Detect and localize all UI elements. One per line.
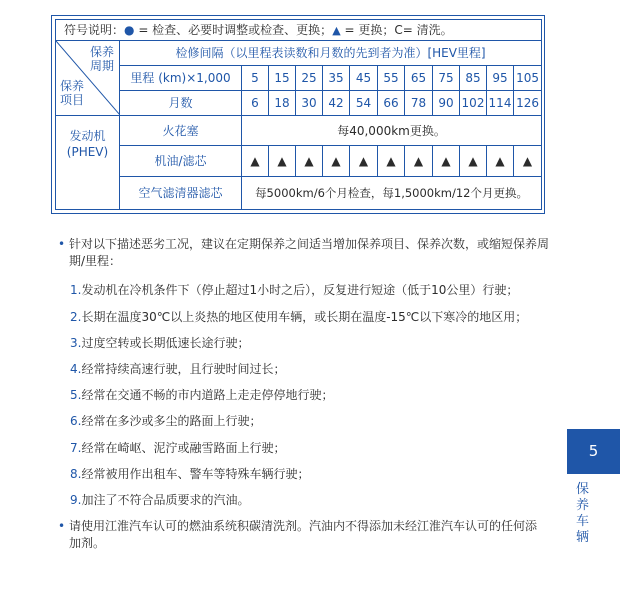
mileage-label: 里程 (km)×1,000: [120, 65, 242, 90]
chapter-tab: 5: [567, 429, 620, 474]
legend: [56, 20, 542, 41]
months-cell: 66: [378, 91, 405, 116]
condition-item: [70, 439, 285, 456]
replace-mark: ▲: [460, 145, 487, 176]
chapter-title-char: 辆: [576, 530, 590, 545]
condition-number: 5.: [70, 388, 82, 402]
row-item-air-filter: 空气滤清器滤芯: [120, 177, 242, 210]
condition-text: 发动机在冷机条件下（停止超过1小时之后），反复进行短途（低于10公里）行驶；: [81, 283, 519, 297]
condition-item: [70, 334, 249, 351]
legend-dot-symbol: ●: [124, 22, 135, 37]
months-cell: 18: [269, 91, 296, 116]
condition-text: 经常持续高速行驶，且行驶时间过长；: [81, 362, 286, 376]
corner-label-item: 保养 项目: [60, 79, 85, 108]
engine-label: 发动机 (PHEV): [56, 116, 120, 210]
replace-mark: ▲: [405, 145, 433, 176]
replace-mark: ▲: [378, 145, 405, 176]
row-text-spark-plug: 每40,000km更换。: [242, 116, 542, 145]
condition-item: [70, 281, 518, 298]
replace-mark: ▲: [350, 145, 378, 176]
condition-text: 经常在崎岖、泥泞或融雪路面上行驶；: [81, 441, 286, 455]
legend-triangle-text: = 更换；C= 清洗。: [340, 22, 453, 37]
condition-item: [70, 386, 333, 403]
maintenance-table-frame: [51, 15, 545, 214]
mileage-cell: 85: [460, 65, 487, 90]
months-cell: 78: [405, 91, 433, 116]
months-cell: 54: [350, 91, 378, 116]
row-text-air-filter: 每5000km/6个月检查，每1,5000km/12个月更换。: [242, 177, 542, 210]
chapter-title-char: 保: [576, 482, 590, 497]
fuel-note: [58, 518, 548, 552]
replace-mark: ▲: [323, 145, 350, 176]
mileage-cell: 65: [405, 65, 433, 90]
replace-mark: ▲: [242, 145, 269, 176]
intro-text: 针对以下描述恶劣工况，建议在定期保养之间适当增加保养项目、保养次数，或缩短保养周期/里程：: [69, 237, 550, 268]
months-cell: 42: [323, 91, 350, 116]
row-item-oil-filter: 机油/滤芯: [120, 145, 242, 176]
maintenance-table: [55, 19, 542, 210]
bullet-dot-icon: •: [58, 237, 66, 251]
condition-text: 加注了不符合品质要求的汽油。: [81, 493, 250, 507]
condition-number: 3.: [70, 336, 82, 350]
mileage-cell: 35: [323, 65, 350, 90]
replace-mark: ▲: [296, 145, 323, 176]
interval-header: 检修间隔（以里程表读数和月数的先到者为准）[HEV里程]: [120, 41, 542, 65]
mileage-cell: 75: [433, 65, 460, 90]
row-item-spark-plug: 火花塞: [120, 116, 242, 145]
condition-number: 9.: [70, 493, 82, 507]
months-cell: 114: [487, 91, 514, 116]
fuel-bullet: [58, 518, 548, 552]
condition-number: 4.: [70, 362, 82, 376]
condition-text: 长期在温度30℃以上炎热的地区使用车辆，或长期在温度-15℃以下寒冷的地区用；: [81, 310, 528, 324]
condition-item: [70, 465, 309, 482]
mileage-cell: 95: [487, 65, 514, 90]
mileage-cell: 55: [378, 65, 405, 90]
chapter-title-char: 养: [576, 498, 590, 513]
fuel-note-text: 请使用江淮汽车认可的燃油系统积碳清洗剂。汽油内不得添加未经江淮汽车认可的任何添加剂。: [69, 519, 538, 550]
months-cell: 6: [242, 91, 269, 116]
bullet-dot-icon: •: [58, 519, 66, 533]
condition-item: [70, 308, 527, 325]
mileage-cell: 105: [514, 65, 542, 90]
corner-label-cycle: 保养 周期: [90, 45, 115, 74]
replace-mark: ▲: [269, 145, 296, 176]
condition-item: [70, 491, 249, 508]
condition-number: 2.: [70, 310, 82, 324]
condition-number: 7.: [70, 441, 82, 455]
legend-dot-text: = 检查、必要时调整或检查、更换；: [134, 22, 333, 37]
mileage-cell: 25: [296, 65, 323, 90]
condition-number: 6.: [70, 414, 82, 428]
intro-bullet: [58, 236, 553, 270]
months-cell: 126: [514, 91, 542, 116]
months-cell: 102: [460, 91, 487, 116]
condition-text: 过度空转或长期低速长途行驶；: [81, 336, 250, 350]
condition-number: 1.: [70, 283, 82, 297]
months-cell: 90: [433, 91, 460, 116]
chapter-title: [576, 482, 592, 546]
months-label: 月数: [120, 91, 242, 116]
mileage-cell: 15: [269, 65, 296, 90]
replace-mark: ▲: [433, 145, 460, 176]
condition-number: 8.: [70, 467, 82, 481]
notes-intro: [58, 236, 553, 270]
replace-mark: ▲: [514, 145, 542, 176]
corner-header: [56, 41, 120, 116]
condition-text: 经常被用作出租车、警车等特殊车辆行驶；: [81, 467, 310, 481]
mileage-cell: 45: [350, 65, 378, 90]
legend-triangle-symbol: ▲: [332, 23, 341, 37]
condition-text: 经常在多沙或多尘的路面上行驶；: [81, 414, 262, 428]
replace-mark: ▲: [487, 145, 514, 176]
chapter-title-char: 车: [576, 514, 590, 529]
months-cell: 30: [296, 91, 323, 116]
legend-prefix: 符号说明：: [64, 22, 125, 37]
condition-text: 经常在交通不畅的市内道路上走走停停地行驶；: [81, 388, 334, 402]
condition-item: [70, 412, 261, 429]
mileage-cell: 5: [242, 65, 269, 90]
condition-item: [70, 360, 285, 377]
